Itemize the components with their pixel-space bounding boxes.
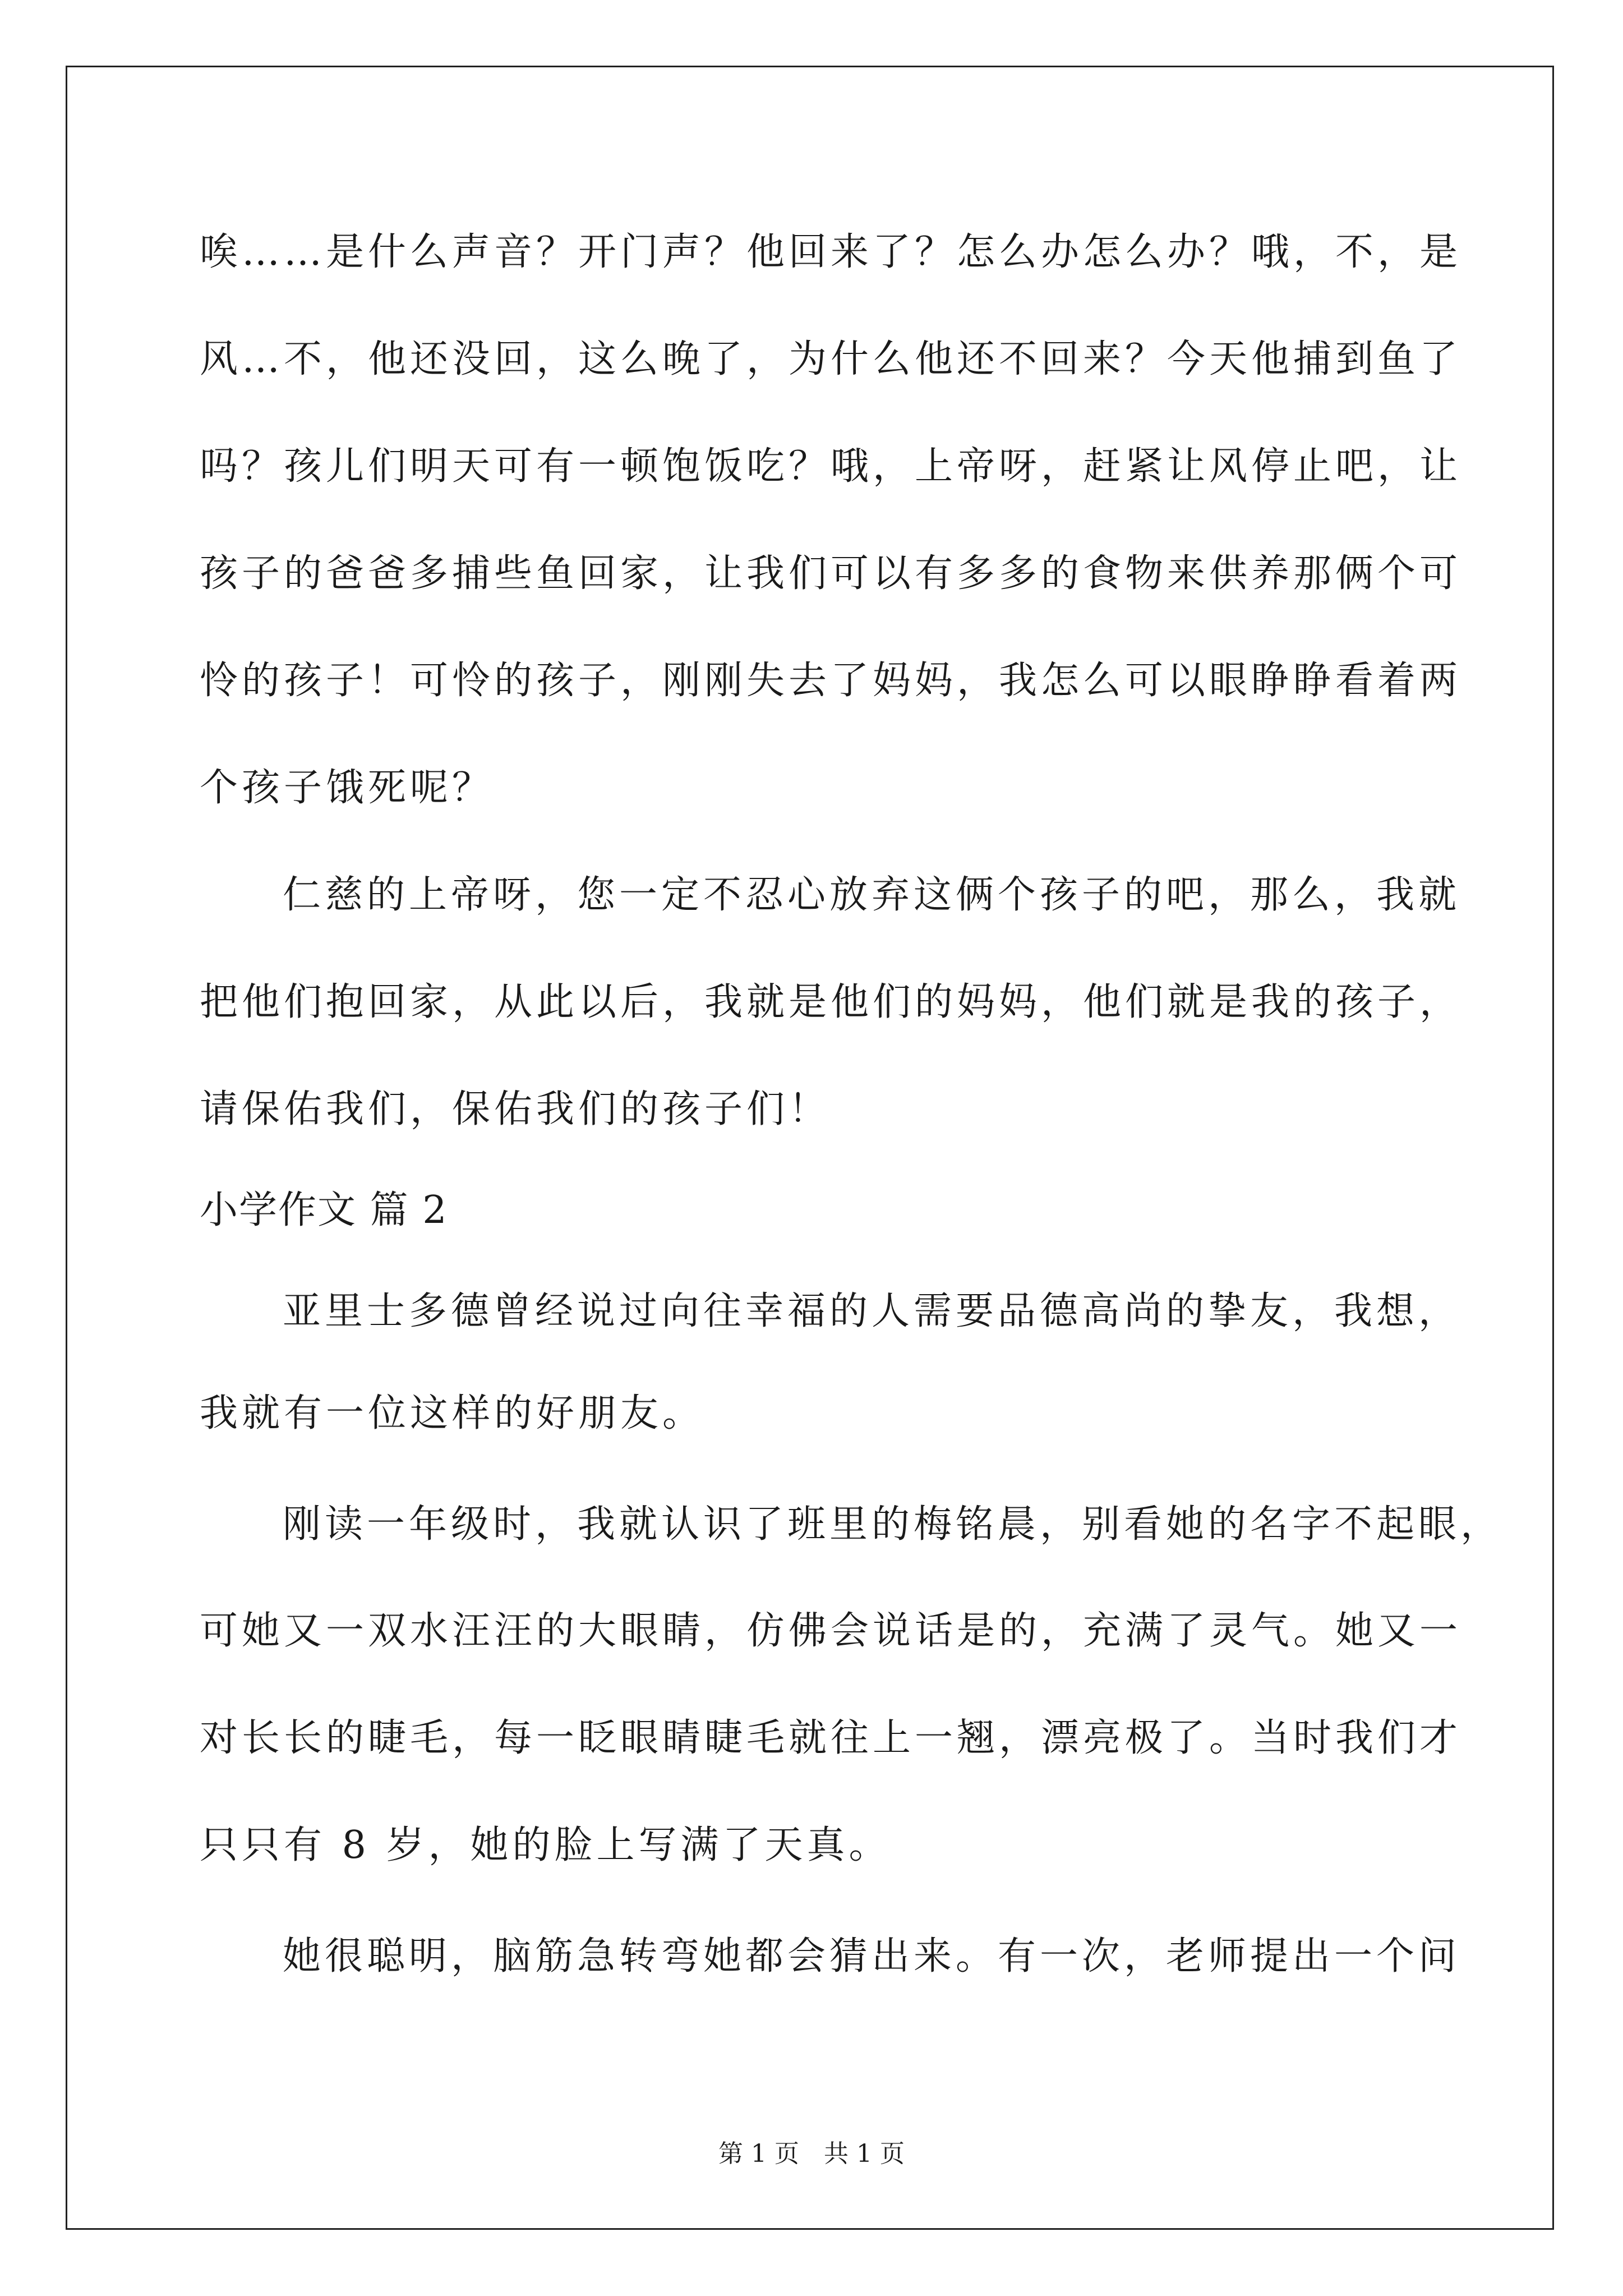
paragraph-1-line-5: 怜的孩子！可怜的孩子，刚刚失去了妈妈，我怎么可以眼睁睁看着两 (200, 659, 1462, 703)
paragraph-1-line-2: 风…不，他还没回，这么晚了，为什么他还不回来？今天他捕到鱼了 (200, 337, 1462, 381)
paragraph-4-line-4: 只只有 8 岁，她的脸上写满了天真。 (200, 1823, 891, 1867)
paragraph-1-line-4: 孩子的爸爸多捕些鱼回家，让我们可以有多多的食物来供养那俩个可 (200, 551, 1462, 596)
page-border (66, 66, 1554, 2230)
paragraph-2-line-3: 请保佑我们，保佑我们的孩子们！ (200, 1087, 831, 1131)
paragraph-1-line-3: 吗？孩儿们明天可有一顿饱饭吃？哦，上帝呀，赶紧让风停止吧，让 (200, 444, 1462, 489)
section-heading: 小学作文 篇 2 (200, 1188, 448, 1232)
paragraph-1-line-6: 个孩子饿死呢？ (200, 766, 495, 810)
paragraph-4-line-2: 可她又一双水汪汪的大眼睛，仿佛会说话是的，充满了灵气。她又一 (200, 1609, 1462, 1653)
paragraph-3-line-2: 我就有一位这样的好朋友。 (200, 1391, 705, 1435)
paragraph-4-line-3: 对长长的睫毛，每一眨眼睛睫毛就往上一翘，漂亮极了。当时我们才 (200, 1716, 1462, 1760)
paragraph-5-line-1: 她很聪明，脑筋急转弯她都会猜出来。有一次，老师提出一个问 (283, 1934, 1461, 1978)
paragraph-1-line-1: 唉……是什么声音？开门声？他回来了？怎么办怎么办？哦，不，是 (200, 230, 1462, 274)
page-indicator: 第 1 页 共 1 页 (718, 2139, 905, 2168)
paragraph-2-line-2: 把他们抱回家，从此以后，我就是他们的妈妈，他们就是我的孩子， (200, 980, 1462, 1024)
paragraph-4-line-1: 刚读一年级时，我就认识了班里的梅铭晨，别看她的名字不起眼， (283, 1502, 1503, 1547)
paragraph-3-line-1: 亚里士多德曾经说过向往幸福的人需要品德高尚的挚友，我想， (283, 1289, 1461, 1333)
paragraph-2-line-1: 仁慈的上帝呀，您一定不忍心放弃这俩个孩子的吧，那么，我就 (283, 873, 1461, 917)
